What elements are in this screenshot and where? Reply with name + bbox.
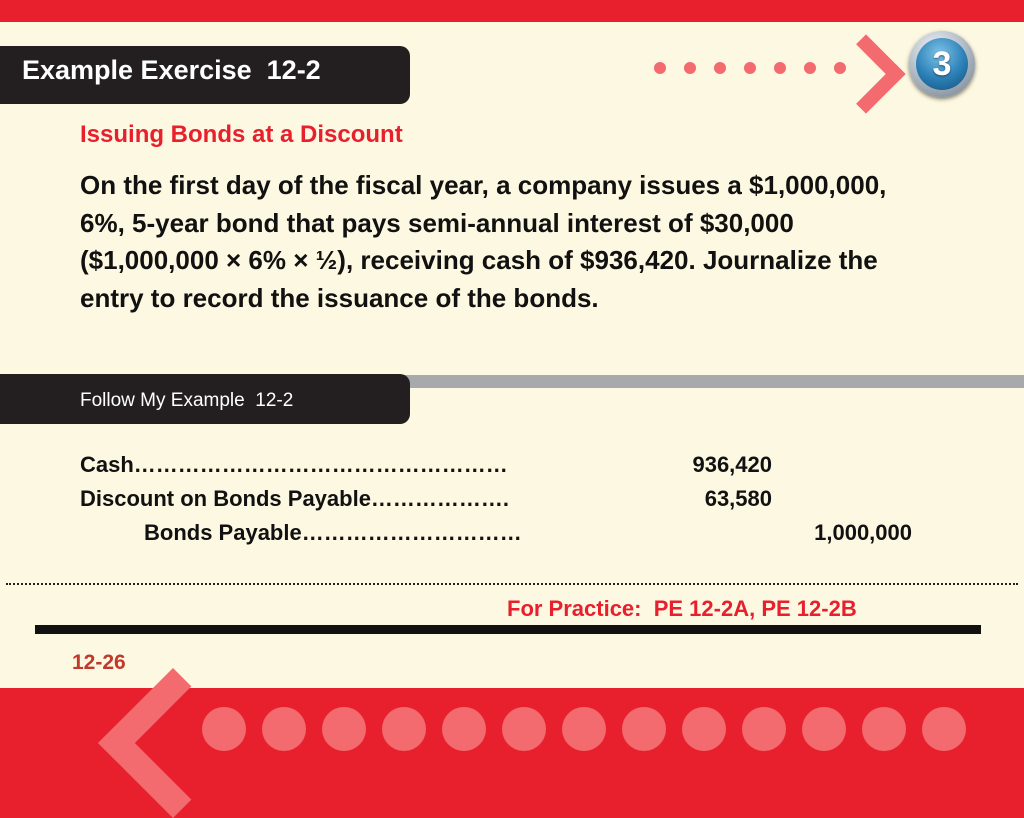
practice-reference: For Practice: PE 12-2A, PE 12-2B [507,596,857,621]
page-title: Example Exercise 12-2 [22,55,321,85]
decor-dot [202,707,246,751]
decor-dot [862,707,906,751]
decor-dot [714,62,726,74]
decor-dot [742,707,786,751]
decor-dot [262,707,306,751]
follow-label: Follow My Example 12-2 [80,390,294,411]
journal-account: Discount on Bonds Payable………………. [80,486,510,511]
journal-debit: 936,420 [692,452,772,477]
page-number: 12-26 [72,651,126,674]
decor-dot [774,62,786,74]
decor-dot [654,62,666,74]
journal-account: Bonds Payable………………………… [144,520,522,545]
dotted-divider [6,583,1018,585]
learning-objective-badge [909,31,975,97]
exercise-body: On the first day of the fiscal year, a company issues a $1,000,000, 6%, 5-year bond that pays semi-annual interest of $30,000 ($1,000,000 × 6% × ½), receiving cash of $936,420. Journalize the entry to record the issuance of the bonds. [80,170,887,313]
decor-dot [922,707,966,751]
divider-bar [380,375,1024,388]
footer-rule [35,625,981,634]
decor-dot [682,707,726,751]
decor-dot [442,707,486,751]
journal-account: Cash…………………………………………… [80,452,508,477]
decor-dot [502,707,546,751]
decor-dot [382,707,426,751]
journal-credit: 1,000,000 [814,520,912,545]
decor-dot [804,62,816,74]
top-banner [0,0,1024,22]
decor-dot [322,707,366,751]
decor-dot [684,62,696,74]
journal-debit: 63,580 [704,486,772,511]
decor-dot [802,707,846,751]
exercise-subtitle: Issuing Bonds at a Discount [80,121,403,148]
decor-dot [562,707,606,751]
badge-number: 3 [916,38,968,90]
decor-dot [622,707,666,751]
decor-dot [744,62,756,74]
